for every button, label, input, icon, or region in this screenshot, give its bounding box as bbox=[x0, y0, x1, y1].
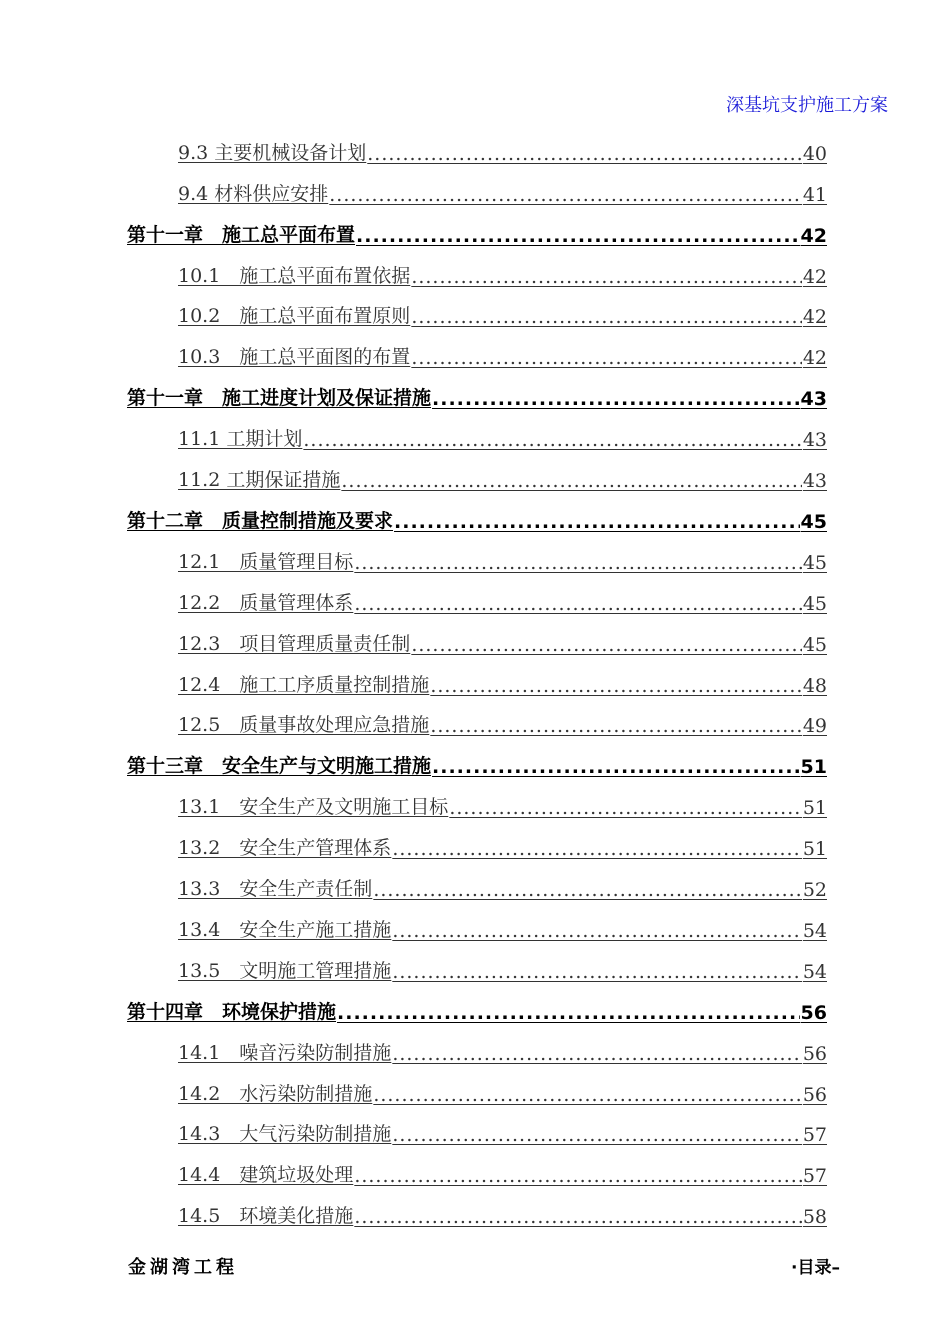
toc-entry-title: 14.3 大气污染防制措施 bbox=[178, 1123, 392, 1146]
toc-entry[interactable] bbox=[178, 621, 827, 662]
toc-entry-page: 42 bbox=[802, 347, 827, 370]
toc-dot-leader bbox=[394, 511, 800, 533]
toc-dot-leader bbox=[303, 429, 801, 451]
toc-entry-title: 14.5 环境美化措施 bbox=[178, 1205, 354, 1228]
footer-project-name: 金湖湾工程 bbox=[128, 1257, 238, 1278]
toc-entry[interactable] bbox=[178, 907, 827, 948]
toc-chapter-entry[interactable] bbox=[127, 989, 827, 1030]
toc-entry-title: 11.2 工期保证措施 bbox=[178, 469, 341, 492]
toc-entry-title: 11.1 工期计划 bbox=[178, 428, 303, 451]
toc-dot-leader bbox=[430, 715, 802, 737]
toc-dot-leader bbox=[341, 470, 801, 492]
toc-entry-title: 12.3 项目管理质量责任制 bbox=[178, 632, 411, 655]
toc-dot-leader bbox=[392, 1043, 802, 1065]
toc-dot-leader bbox=[354, 1165, 802, 1187]
toc-chapter-entry[interactable] bbox=[127, 375, 827, 416]
toc-entry-title: 14.4 建筑垃圾处理 bbox=[178, 1164, 354, 1187]
toc-entry-title: 9.3 主要机械设备计划 bbox=[178, 141, 367, 164]
toc-entry-page: 57 bbox=[802, 1124, 827, 1147]
toc-entry[interactable] bbox=[178, 866, 827, 907]
toc-entry[interactable] bbox=[178, 130, 827, 171]
toc-entry[interactable] bbox=[178, 825, 827, 866]
toc-dot-leader bbox=[432, 388, 800, 410]
toc-chapter-page: 43 bbox=[800, 388, 827, 411]
toc-entry-title: 14.1 噪音污染防制措施 bbox=[178, 1041, 392, 1064]
toc-entry-page: 45 bbox=[802, 592, 827, 615]
toc-entry[interactable] bbox=[178, 580, 827, 621]
toc-entry[interactable] bbox=[178, 1193, 827, 1234]
toc-entry-title: 10.1 施工总平面布置依据 bbox=[178, 264, 411, 287]
toc-dot-leader bbox=[411, 634, 802, 656]
toc-chapter-entry[interactable] bbox=[127, 498, 827, 539]
toc-entry[interactable] bbox=[178, 539, 827, 580]
toc-dot-leader bbox=[449, 797, 802, 819]
toc-entry[interactable] bbox=[178, 335, 827, 376]
toc-entry-page: 56 bbox=[802, 1042, 827, 1065]
toc-dot-leader bbox=[354, 1206, 802, 1228]
toc-chapter-page: 45 bbox=[800, 510, 827, 533]
toc-entry-title: 13.1 安全生产及文明施工目标 bbox=[178, 796, 449, 819]
toc-chapter-title: 第十二章 质量控制措施及要求 bbox=[127, 509, 394, 532]
toc-chapter-entry[interactable] bbox=[127, 744, 827, 785]
toc-entry[interactable] bbox=[178, 1153, 827, 1194]
toc-entry[interactable] bbox=[178, 294, 827, 335]
toc-entry[interactable] bbox=[178, 253, 827, 294]
toc-entry-page: 42 bbox=[802, 306, 827, 329]
toc-entry-title: 13.3 安全生产责任制 bbox=[178, 878, 373, 901]
toc-dot-leader bbox=[411, 347, 802, 369]
toc-entry-page: 52 bbox=[802, 879, 827, 902]
toc-entry-title: 13.4 安全生产施工措施 bbox=[178, 918, 392, 941]
toc-chapter-entry[interactable] bbox=[127, 212, 827, 253]
toc-entry-page: 41 bbox=[802, 183, 827, 206]
toc-entry[interactable] bbox=[178, 784, 827, 825]
toc-entry-page: 42 bbox=[802, 265, 827, 288]
toc-entry-title: 12.2 质量管理体系 bbox=[178, 591, 354, 614]
toc-entry-title: 12.1 质量管理目标 bbox=[178, 550, 354, 573]
toc-dot-leader bbox=[392, 961, 802, 983]
toc-dot-leader bbox=[329, 184, 802, 206]
toc-entry[interactable] bbox=[178, 171, 827, 212]
toc-entry-title: 10.3 施工总平面图的布置 bbox=[178, 346, 411, 369]
toc-dot-leader bbox=[337, 1002, 800, 1024]
toc-entry-title: 14.2 水污染防制措施 bbox=[178, 1082, 373, 1105]
toc-entry-title: 13.5 文明施工管理措施 bbox=[178, 959, 392, 982]
toc-entry-page: 51 bbox=[802, 797, 827, 820]
toc-entry-page: 40 bbox=[802, 142, 827, 165]
toc-entry-page: 51 bbox=[802, 838, 827, 861]
toc-dot-leader bbox=[411, 266, 802, 288]
toc-entry-page: 43 bbox=[802, 429, 827, 452]
toc-entry-page: 58 bbox=[802, 1206, 827, 1229]
toc-entry-title: 9.4 材料供应安排 bbox=[178, 182, 329, 205]
toc-chapter-title: 第十一章 施工总平面布置 bbox=[127, 223, 356, 246]
toc-dot-leader bbox=[373, 1084, 802, 1106]
toc-entry-page: 43 bbox=[802, 470, 827, 493]
toc-dot-leader bbox=[367, 143, 802, 165]
toc-entry-title: 10.2 施工总平面布置原则 bbox=[178, 305, 411, 328]
toc-dot-leader bbox=[373, 879, 802, 901]
toc-entry-page: 54 bbox=[802, 919, 827, 942]
toc-chapter-page: 51 bbox=[800, 756, 827, 779]
toc-entry[interactable] bbox=[178, 703, 827, 744]
toc-entry-page: 45 bbox=[802, 633, 827, 656]
toc-entry-title: 12.4 施工工序质量控制措施 bbox=[178, 673, 430, 696]
toc-entry[interactable] bbox=[178, 416, 827, 457]
toc-entry[interactable] bbox=[178, 948, 827, 989]
toc-dot-leader bbox=[354, 552, 802, 574]
toc-dot-leader bbox=[411, 306, 802, 328]
toc-entry-page: 54 bbox=[802, 960, 827, 983]
toc-entry-title: 12.5 质量事故处理应急措施 bbox=[178, 714, 430, 737]
toc-entry-title: 13.2 安全生产管理体系 bbox=[178, 837, 392, 860]
toc-entry-page: 49 bbox=[802, 715, 827, 738]
toc-dot-leader bbox=[432, 756, 800, 778]
toc-chapter-title: 第十四章 环境保护措施 bbox=[127, 1000, 337, 1023]
toc-chapter-page: 42 bbox=[800, 224, 827, 247]
toc-entry[interactable] bbox=[178, 662, 827, 703]
toc-chapter-title: 第十三章 安全生产与文明施工措施 bbox=[127, 755, 432, 778]
footer-section-label: ·目录– bbox=[791, 1258, 840, 1278]
toc-entry[interactable] bbox=[178, 457, 827, 498]
toc-chapter-title: 第十一章 施工进度计划及保证措施 bbox=[127, 387, 432, 410]
toc-entry[interactable] bbox=[178, 1112, 827, 1153]
toc-dot-leader bbox=[356, 225, 800, 247]
toc-dot-leader bbox=[392, 1124, 802, 1146]
toc-entry-page: 48 bbox=[802, 674, 827, 697]
toc-dot-leader bbox=[392, 920, 802, 942]
toc-entry[interactable] bbox=[178, 1071, 827, 1112]
toc-entry[interactable] bbox=[178, 1030, 827, 1071]
toc-dot-leader bbox=[430, 675, 802, 697]
toc-entry-page: 45 bbox=[802, 551, 827, 574]
toc-dot-leader bbox=[354, 593, 802, 615]
toc-entry-page: 57 bbox=[802, 1165, 827, 1188]
toc-dot-leader bbox=[392, 838, 802, 860]
toc-entry-page: 56 bbox=[802, 1083, 827, 1106]
toc-chapter-page: 56 bbox=[800, 1001, 827, 1024]
running-header-title: 深基坑支护施工方案 bbox=[726, 95, 888, 116]
